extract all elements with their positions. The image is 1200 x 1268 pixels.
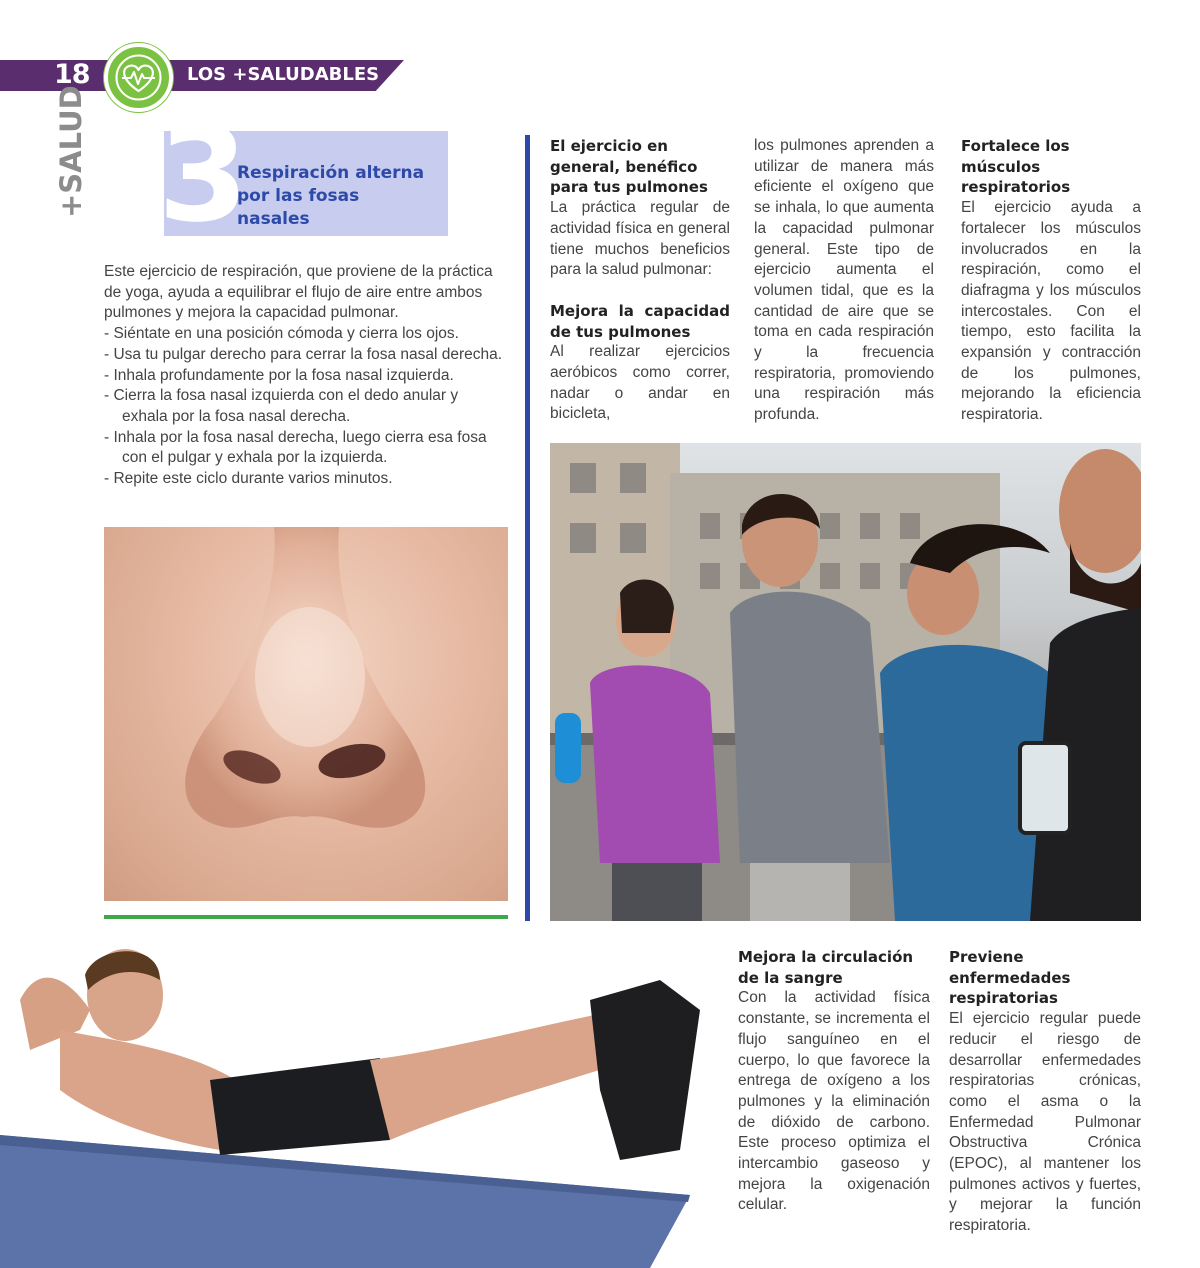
col3-body: El ejercicio ayuda a fortalecer los músculos involucrados en la respiración, como el diafragma y los músculos intercostales. Con el tiempo, esto facilita la expansión y contracción de los pulmones, mejorando la eficiencia respiratoria. (961, 199, 1141, 424)
instruction-item: - Inhala por la fosa nasal derecha, luego cierra esa fosa con el pulgar y exhala por la izquierda. (104, 428, 487, 467)
step-title: Respiración alterna por las fosas nasales (237, 163, 425, 229)
situps-photo (0, 940, 720, 1268)
column-4 (738, 947, 930, 1216)
nose-illustration (104, 527, 508, 901)
instruction-item: - Usa tu pulgar derecho para cerrar la fosa nasal derecha. (104, 345, 503, 363)
runners-illustration (550, 443, 1141, 921)
column-2 (754, 136, 934, 426)
column-divider (525, 135, 530, 921)
col1-body: La práctica regular de actividad física en general tiene muchos beneficios para la salud pulmonar: (550, 199, 730, 279)
instruction-item: - Cierra la fosa nasal izquierda con el dedo anular y exhala por la fosa nasal derecha. (104, 387, 459, 425)
column-5 (949, 947, 1141, 1237)
section-title: LOS +SALUDABLES (187, 64, 380, 85)
nose-photo (104, 527, 508, 901)
col3-heading: Fortalece los músculos respiratorios (961, 137, 1071, 197)
col1-subheading: Mejora la capacidad de tus pulmones (550, 301, 730, 341)
column-3 (961, 136, 1141, 426)
column-1 (550, 136, 730, 425)
col5-heading: Previene enfermedades respiratorias (949, 948, 1071, 1008)
step-number: 3 (158, 99, 249, 251)
instruction-item: - Inhala profundamente por la fosa nasal izquierda. (104, 366, 454, 384)
runners-photo (550, 443, 1141, 921)
col4-body: Con la actividad física constante, se incrementa el flujo sanguíneo en el cuerpo, lo que favorece la entrega de oxígeno a los pulmones y la eliminación de dióxido de carbono. Este proceso optimiza el intercambio gaseoso y mejora la oxigenación celular. (738, 989, 930, 1214)
col5-body: El ejercicio regular puede reducir el riesgo de desarrollar enfermedades respiratorias crónicas, como el asma o la Enfermedad Pulmonar Obstructiva Crónica (EPOC), al mantener los pulmones activos y fuertes, y mejorar la función respiratoria. (949, 1010, 1141, 1235)
intro-text (104, 262, 508, 490)
page-number: 18 (54, 59, 90, 90)
instruction-item: - Siéntate en una posición cómoda y cierra los ojos. (104, 325, 459, 343)
col4-heading: Mejora la circulación de la sangre (738, 948, 914, 987)
divider-line (104, 915, 508, 919)
situps-illustration (0, 940, 720, 1268)
vertical-label: +SALUD (54, 85, 88, 218)
intro-paragraph: Este ejercicio de respiración, que proviene de la práctica de yoga, ayuda a equilibrar el flujo de aire entre ambos pulmones y mejora la capacidad pulmonar. (104, 263, 493, 322)
vertical-section-tag (44, 86, 92, 221)
col1-body2: Al realizar ejercicios aeróbicos como correr, nadar o andar en bicicleta, (550, 343, 730, 423)
col1-heading: El ejercicio en general, benéfico para tus pulmones (550, 137, 708, 197)
col2-body: los pulmones aprenden a utilizar de manera más eficiente el oxígeno que se inhala, lo que aumenta la capacidad pulmonar general. Este tipo de ejercicio aumenta el volumen tidal, que es la cantidad de aire que se toma en cada respiración y la frecuencia respiratoria, promoviendo una respiración más profunda. (754, 137, 934, 424)
instruction-item: - Repite este ciclo durante varios minutos. (104, 470, 393, 488)
